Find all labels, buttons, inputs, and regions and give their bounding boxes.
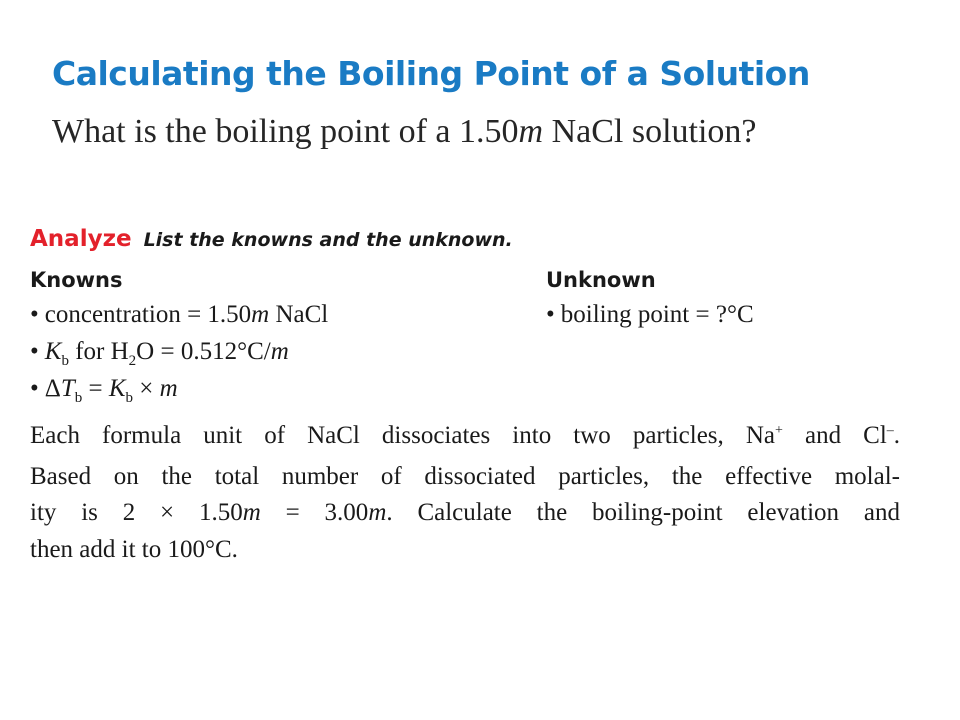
h2-subscript: 2 (128, 353, 137, 369)
known-item-kb (30, 333, 328, 370)
known-text: O = 0.512°C/ (136, 338, 271, 365)
knowns-heading: Knowns (30, 268, 123, 292)
delta-symbol: Δ (44, 375, 61, 402)
charge-superscript: – (886, 423, 894, 438)
paragraph-text: and Cl (782, 422, 887, 449)
explanation-paragraph (30, 418, 900, 568)
question-text-start: What is the boiling point of a 1.50 (52, 113, 519, 150)
paragraph-text: = 3.00 (260, 499, 369, 526)
paragraph-text: . (893, 422, 901, 449)
unknown-heading: Unknown (546, 268, 656, 292)
unknown-item-boiling-point (546, 296, 754, 333)
paragraph-text: . Calculate the boiling-point elevation and (386, 499, 900, 526)
knowns-list (30, 296, 328, 407)
unknown-text: boiling point = ?°C (560, 301, 754, 328)
question-text-end: NaCl solution? (543, 113, 757, 150)
paragraph-line: Based on the total number of dissociated particles, the effective molal- (30, 462, 900, 490)
unknown-list (546, 296, 754, 333)
question (52, 113, 757, 151)
kb-symbol: K (44, 338, 62, 365)
molality-symbol: m (270, 338, 289, 365)
molality-symbol: m (251, 301, 270, 328)
charge-superscript: + (775, 423, 783, 438)
bullet-dot: • (30, 375, 39, 402)
tb-subscript: b (74, 390, 83, 406)
bullet-dot: • (30, 301, 39, 328)
molality-symbol: m (242, 499, 261, 526)
molality-symbol: m (159, 375, 178, 402)
known-text: NaCl (269, 301, 329, 328)
known-item-formula (30, 370, 328, 407)
molality-symbol: m (368, 499, 387, 526)
kb-symbol: K (108, 375, 126, 402)
kb-subscript: b (125, 390, 134, 406)
molality-symbol: m (518, 113, 544, 150)
known-item-concentration (30, 296, 328, 333)
tb-symbol: T (60, 375, 75, 402)
known-text: for H (68, 338, 129, 365)
bullet-dot: • (30, 338, 39, 365)
paragraph-line (30, 495, 900, 532)
paragraph-line: then add it to 100°C. (30, 535, 238, 563)
paragraph-line (30, 418, 900, 459)
equals-sign: = (82, 375, 109, 402)
kb-subscript: b (61, 353, 69, 369)
analyze-label: Analyze (30, 226, 132, 252)
page-title: Calculating the Boiling Point of a Solution (52, 54, 810, 93)
analyze-instruction: List the knowns and the unknown. (143, 229, 513, 251)
paragraph-text: ity is 2 × 1.50 (30, 499, 243, 526)
times-sign: × (133, 375, 160, 402)
known-text: concentration = 1.50 (44, 301, 252, 328)
analyze-heading (30, 226, 513, 252)
bullet-dot: • (546, 301, 555, 328)
paragraph-text: Each formula unit of NaCl dissociates into two particles, Na (30, 422, 775, 449)
